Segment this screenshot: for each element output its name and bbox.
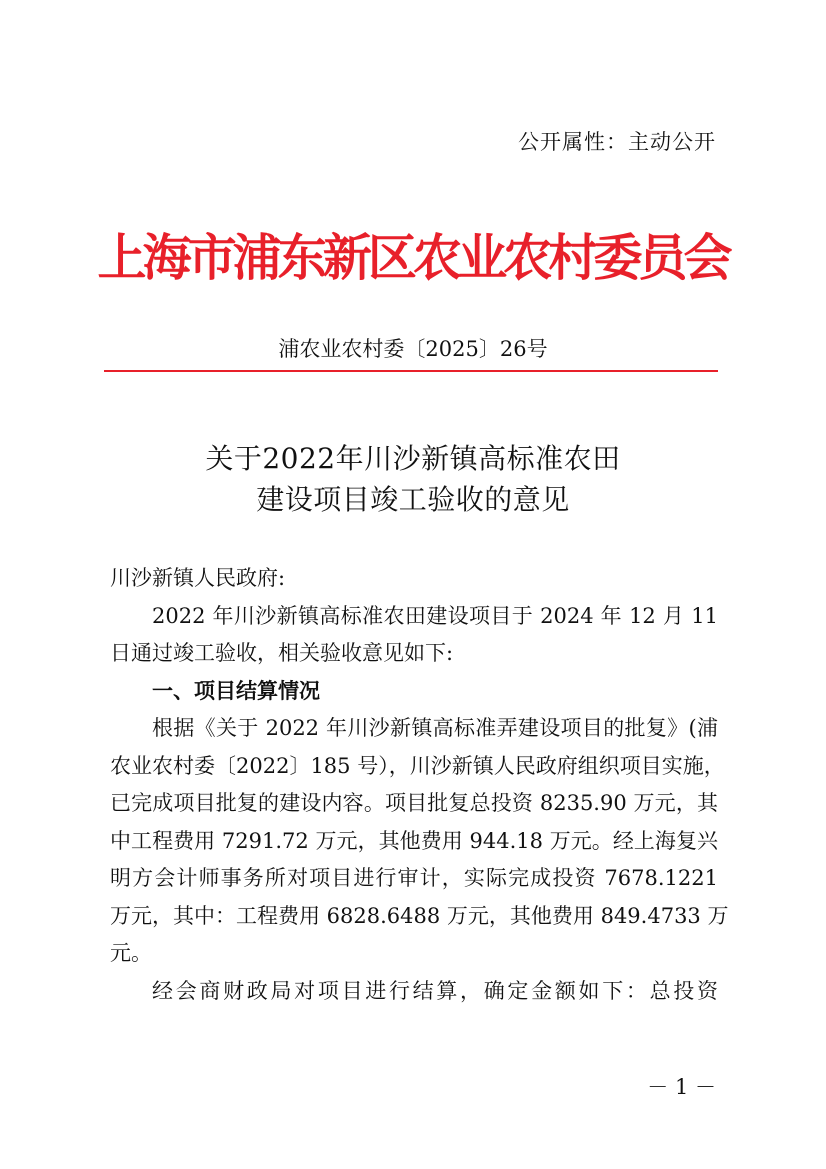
section-heading: 一、项目结算情况: [152, 678, 320, 703]
paragraph-line: 中工程费用 7291.72 万元，其他费用 944.18 万元。经上海复兴: [110, 828, 718, 853]
paragraph-line: 已完成项目批复的建设内容。项目批复总投资 8235.90 万元，其: [110, 791, 718, 815]
salutation: 川沙新镇人民政府:: [110, 566, 286, 590]
document-number: 浦农业农村委〔2025〕26号: [278, 337, 548, 361]
page-number: － 1 －: [647, 1075, 716, 1099]
paragraph-line: 元。: [110, 941, 152, 965]
intro-line: 2022 年川沙新镇高标准农田建设项目于 2024 年 12 月 11: [152, 603, 718, 628]
paragraph-line: 根据《关于 2022 年川沙新镇高标准弄建设项目的批复》(浦: [152, 716, 718, 740]
red-divider: [104, 370, 718, 372]
document-title-line-2: 建设项目竣工验收的意见: [256, 483, 570, 516]
paragraph-line: 农业农村委〔2022〕185 号），川沙新镇人民政府组织项目实施，: [110, 753, 725, 778]
paragraph-line: 明方会计师事务所对项目进行审计，实际完成投资 7678.1221: [110, 866, 718, 890]
organization-title: 上海市浦东新区农业农村委员会: [97, 229, 729, 287]
document-title-line-1: 关于2022年川沙新镇高标准农田: [205, 442, 621, 475]
paragraph-line: 万元，其中：工程费用 6828.6488 万元，其他费用 849.4733 万: [110, 903, 729, 928]
intro-line: 日通过竣工验收，相关验收意见如下:: [110, 641, 454, 665]
paragraph-line: 经会商财政局对项目进行结算，确定金额如下：总投资: [152, 978, 718, 1003]
document-body: [110, 560, 729, 1010]
disclosure-attribute: 公开属性：主动公开: [518, 130, 716, 154]
